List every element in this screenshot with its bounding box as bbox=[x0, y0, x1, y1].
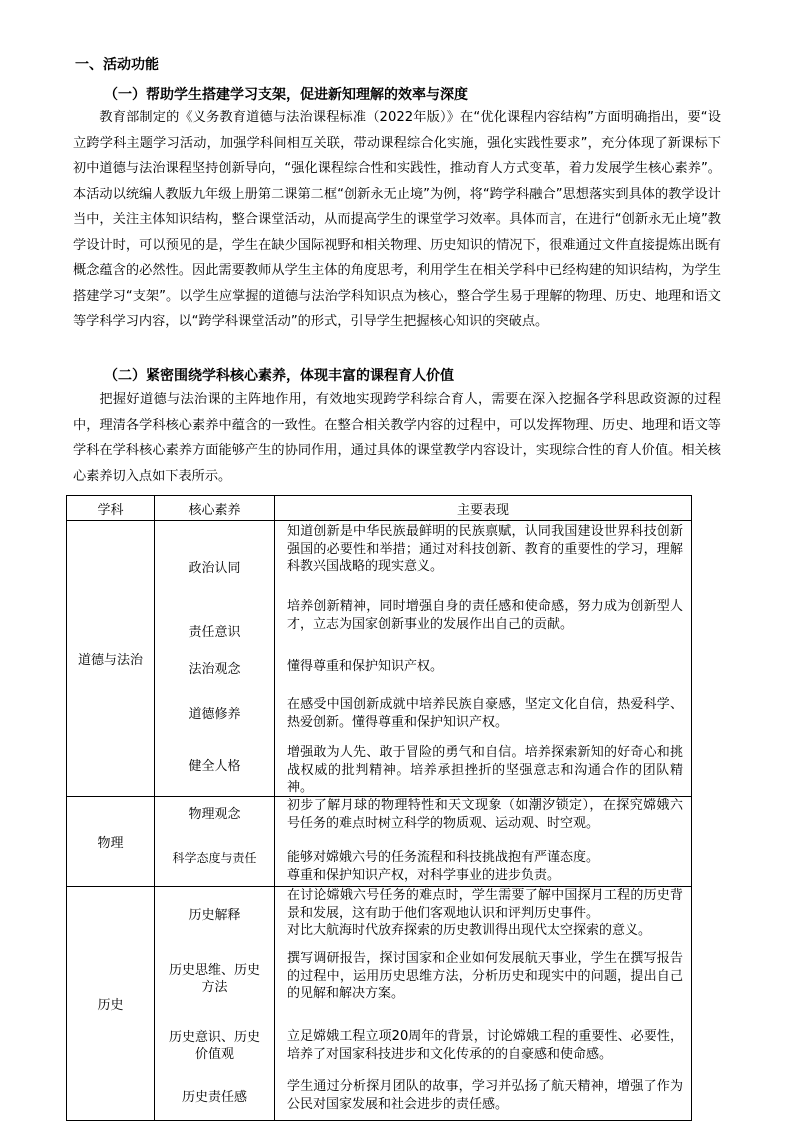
competency-personality: 健全人格 bbox=[188, 758, 241, 774]
subject-physics: 物理 bbox=[67, 797, 155, 887]
section2-body: 把握好道德与法治课的主阵地作用，有效地实现跨学科综合育人，需要在深入挖掘各学科思政资源的过程中，理清各学科核心素养中蕴含的一致性。在整合相关教学内容的过程中，可以发挥物理、历史、地理和语文等学科在学科核心素养方面能够产生的协同作用，通过具体的课堂教学内容设计，实现综合性的育人价值。相关核心素养切入点如下表所示。 bbox=[73, 392, 721, 484]
section1-title: （一）帮助学生搭建学习支架，促进新知理解的效率与深度 bbox=[104, 87, 468, 103]
desc-physics-concept: 初步了解月球的物理特性和天文现象（如潮汐锁定），在探究嫦娥六号任务的难点时树立科学的物质观、运动观、时空观。 bbox=[287, 798, 683, 831]
competency-history-thinking: 历史思维、历史方法 bbox=[168, 963, 260, 995]
competency-history-values: 历史意识、历史价值观 bbox=[168, 1030, 260, 1062]
desc-science-attitude-2: 尊重和保护知识产权，对科学事业的进步负责。 bbox=[287, 867, 561, 883]
competency-physics-concept: 物理观念 bbox=[188, 806, 241, 822]
competency-rule-of-law: 法治观念 bbox=[188, 661, 241, 677]
desc-history-thinking: 撰写调研报告，探讨国家和企业如何发展航天事业，学生在撰写报告的过程中，运用历史思维方法，分析历史和现实中的问题，提出自己的见解和解决方案。 bbox=[287, 951, 683, 1001]
desc-science-attitude: 能够对嫦娥六号的任务流程和科技挑战抱有严谨态度。 bbox=[287, 850, 600, 865]
header-subject: 学科 bbox=[67, 496, 155, 521]
desc-history-interpretation-2: 对比大航海时代放弃探索的历史教训得出现代太空探索的意义。 bbox=[287, 923, 652, 938]
competency-morality: 道德修养 bbox=[188, 706, 241, 722]
header-performance: 主要表现 bbox=[275, 496, 692, 521]
competency-science-attitude: 科学态度与责任 bbox=[172, 850, 257, 865]
table-header-row bbox=[67, 496, 692, 521]
competency-responsibility: 责任意识 bbox=[188, 624, 241, 640]
heading-activity-function: 一、活动功能 bbox=[75, 57, 159, 73]
table-row-moral bbox=[67, 521, 692, 797]
subject-moral: 道德与法治 bbox=[67, 521, 155, 797]
desc-history-interpretation: 在讨论嫦娥六号任务的难点时，学生需要了解中国探月工程的历史背景和发展，这有助于他们客观地认识和评判历史事件。 bbox=[287, 888, 683, 921]
competency-history-responsibility: 历史责任感 bbox=[181, 1089, 247, 1105]
subject-history: 历史 bbox=[67, 887, 155, 1121]
desc-morality: 在感受中国创新成就中培养民族自豪感，坚定文化自信，热爱科学、热爱创新。懂得尊重和保护知识产权。 bbox=[287, 697, 683, 730]
section2-title: （二）紧密围绕学科核心素养，体现丰富的课程育人价值 bbox=[104, 368, 454, 384]
desc-political: 知道创新是中华民族最鲜明的民族禀赋，认同我国建设世界科技创新强国的必要性和举措；通过对科技创新、教育的重要性的学习，理解科教兴国战略的现实意义。 bbox=[287, 524, 683, 574]
competency-history-interpretation: 历史解释 bbox=[188, 907, 241, 923]
desc-personality: 增强敢为人先、敢于冒险的勇气和自信。培养探索新知的好奇心和挑战权威的批判精神。培养承担挫折的坚强意志和沟通合作的团队精神。 bbox=[287, 745, 683, 795]
desc-rule-of-law: 懂得尊重和保护知识产权。 bbox=[287, 659, 444, 674]
table-row-physics bbox=[67, 797, 692, 887]
header-competency: 核心素养 bbox=[155, 496, 275, 521]
section1-body: 教育部制定的《义务教育道德与法治课程标准（2022年版）》在“优化课程内容结构”方面明确指出，要“设立跨学科主题学习活动，加强学科间相互关联，带动课程综合化实施，强化实践性要求”，充分体现了新课标下初中道德与法治课程坚持创新导向，“强化课程综合性和实践性，推动育人方式变革，着力发展学生核心素养”。本活动以统编人教版九年级上册第二课第二框“创新永无止境”为例，将“跨学科融合”思想落实到具体的教学设计当中，关注主体知识结构，整合课堂活动，从而提高学生的课堂学习效率。具体而言，在进行“创新永无止境”教学设计时，可以预见的是，学生在缺少国际视野和相关物理、历史知识的情况下，很难通过文件直接提炼出既有概念蕴含的必然性。因此需要教师从学生主体的角度思考，利用学生在相关学科中已经构建的知识结构，为学生搭建学习“支架”。以学生应掌握的道德与法治学科知识点为核心，整合学生易于理解的物理、历史、地理和语文等学科学习内容，以“跨学科课堂活动”的形式，引导学生把握核心知识的突破点。 bbox=[73, 110, 721, 329]
desc-history-values: 立足嫦娥工程立项20周年的背景，讨论嫦娥工程的重要性、必要性，培养了对国家科技进步和文化传承的的自豪感和使命感。 bbox=[287, 1029, 683, 1062]
core-competency-table bbox=[66, 495, 692, 1121]
desc-history-responsibility: 学生通过分析探月团队的故事，学习并弘扬了航天精神，增强了作为公民对国家发展和社会进步的责任感。 bbox=[287, 1079, 683, 1112]
table-row-history bbox=[67, 887, 692, 1121]
competency-political: 政治认同 bbox=[188, 560, 241, 576]
desc-responsibility: 培养创新精神，同时增强自身的责任感和使命感，努力成为创新型人才，立志为国家创新事业的发展作出自己的贡献。 bbox=[287, 599, 683, 632]
